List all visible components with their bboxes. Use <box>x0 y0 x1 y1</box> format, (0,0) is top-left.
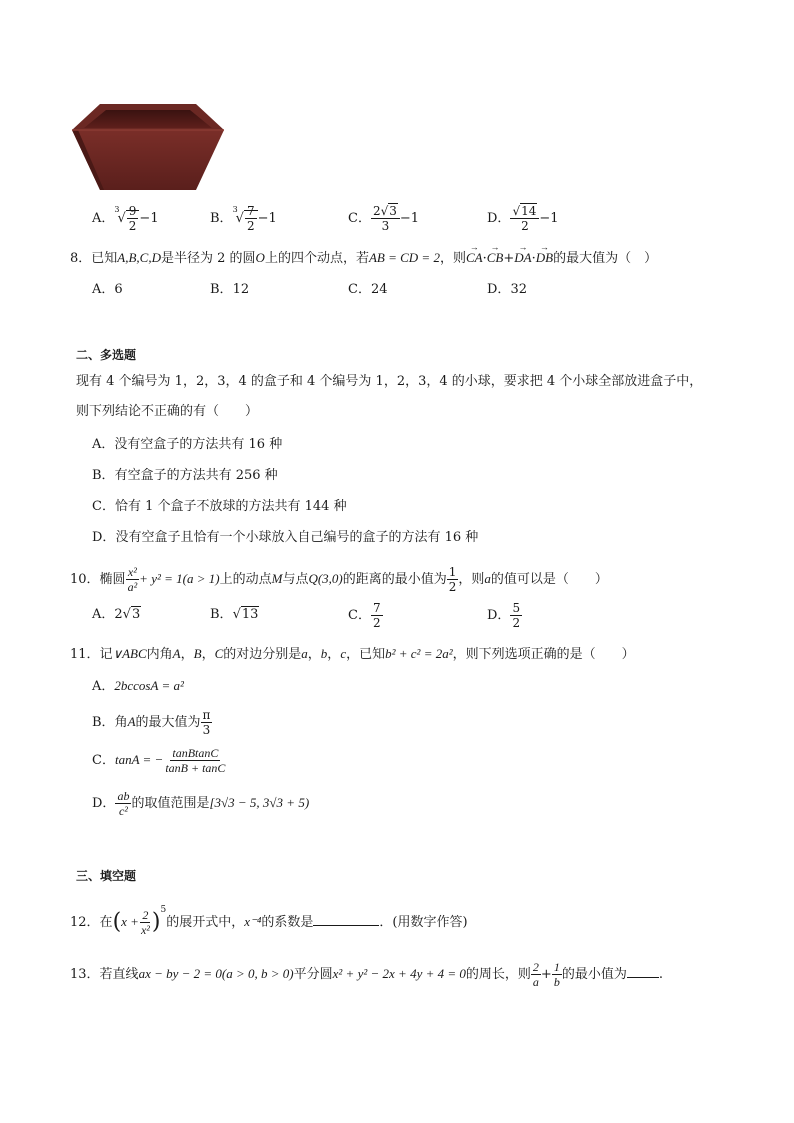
q13-answer-blank[interactable] <box>627 977 659 978</box>
q13-stem: 13．若直线ax − by − 2 = 0(a > 0, b > 0)平分圆x² + y² − 2x + 4y + 4 = 0的周长，则 $\frac{2}{a}$ + $\frac{1}{b}$ 的最小值为 . <box>70 960 663 989</box>
q11-option-c[interactable]: C．tanA = − $\frac{\text{tanBtanC}}{\tan B + \tan C}$ <box>92 746 226 775</box>
q12-stem: 12．在(x + $\frac{2}{\text{x²}}$ )$^5$的展开式中，x⁻⁴的系数是 ．(用数字作答) <box>70 905 468 937</box>
q8-option-a[interactable]: A．6 <box>92 282 123 297</box>
q7-option-d[interactable]: D． $\frac{√14}{2}$ −1 <box>487 204 559 233</box>
q7-option-b[interactable]: B．$^3$√ $\frac{7}{2}$ −1 <box>210 204 277 233</box>
section-title-multiple-choice: 二、多选题 <box>76 348 137 362</box>
q10-option-c[interactable]: C． $\frac{7}{2}$ <box>348 601 381 630</box>
q11-option-a[interactable]: A．2bccosA = a² <box>92 678 184 694</box>
q12-answer-blank[interactable] <box>313 925 379 926</box>
q8-option-c[interactable]: C．24 <box>348 282 388 297</box>
q10-stem: 10．椭圆 $\frac{\text{x²}}{\text{a²}}$ + y² = 1(a > 1)上的动点M与点Q(3,0)的距离的最小值为 $\frac{1}{2}$ ，则a的值可以是（ ） <box>70 565 608 594</box>
q9-option-a[interactable]: A．没有空盒子的方法共有 16 种 <box>92 437 283 452</box>
q8-stem: 8．已知A,B,C,D是半径为 2 的圆O上的四个动点，若AB = CD = 2，则→ CA·→ CB+→ DA·→ DB的最大值为（ ） <box>70 251 657 265</box>
q9-stem-line1: 现有 4 个编号为 1，2，3，4 的盒子和 4 个编号为 1，2，3，4 的小球，要求把 4 个小球全部放进盒子中， <box>76 374 703 389</box>
section-title-fill-in: 三、填空题 <box>76 869 137 883</box>
q10-option-d[interactable]: D． $\frac{5}{2}$ <box>487 601 521 630</box>
q7-option-a[interactable]: A．$^3$√ $\frac{9}{2}$ −1 <box>92 204 159 233</box>
q9-option-b[interactable]: B．有空盒子的方法共有 256 种 <box>92 468 278 483</box>
q9-option-d[interactable]: D．没有空盒子且恰有一个小球放入自己编号的盒子的方法有 16 种 <box>92 530 479 545</box>
q9-stem-line2: 则下列结论不正确的有（ ） <box>76 404 259 419</box>
q8-option-d[interactable]: D．32 <box>487 282 527 297</box>
q8-option-b[interactable]: B．12 <box>210 282 250 297</box>
q11-option-b[interactable]: B．角A的最大值为 $\frac{\pi}{3}$ <box>92 708 211 737</box>
wooden-square-basket-image <box>70 100 226 194</box>
q10-option-b[interactable]: B．√13 <box>210 607 259 622</box>
q11-stem: 11．记∨ABC内角A，B，C的对边分别是a，b，c，已知b² + c² = 2a²，则下列选项正确的是（ ） <box>70 646 635 662</box>
q7-option-c[interactable]: C． $\frac{2√3}{3}$ −1 <box>348 204 420 233</box>
q10-option-a[interactable]: A．2√3 <box>92 607 141 622</box>
q9-option-c[interactable]: C．恰有 1 个盒子不放球的方法共有 144 种 <box>92 499 347 514</box>
q11-option-d[interactable]: D． $\frac{ab}{\text{c²}}$ 的取值范围是[3√3 − 5, 3√3 + 5) <box>92 789 310 818</box>
